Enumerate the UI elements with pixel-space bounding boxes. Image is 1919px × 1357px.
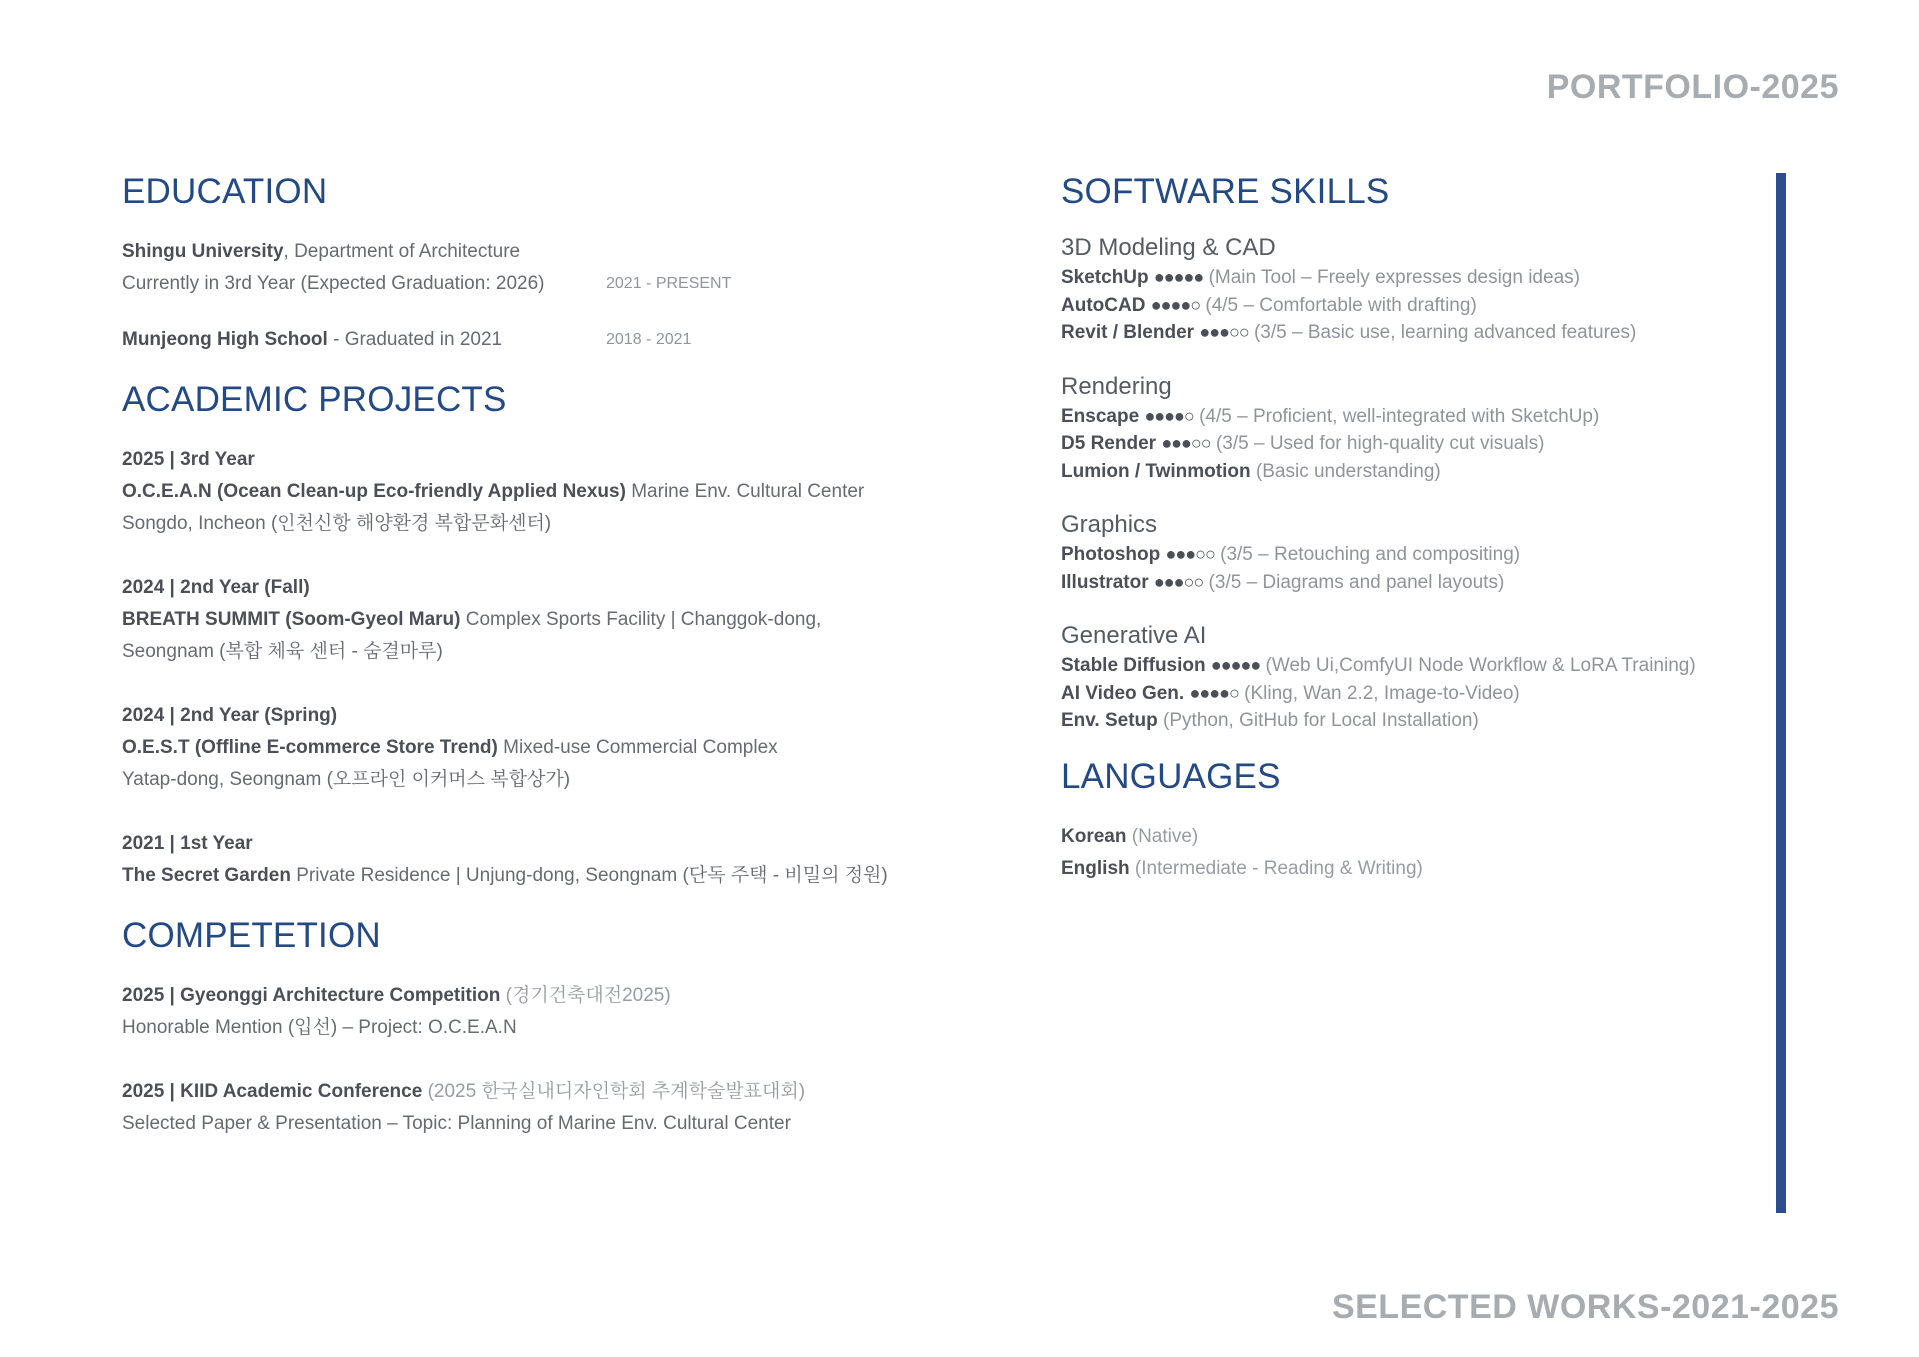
project-location: Seongnam (복합 체육 센터 - 숨결마루) xyxy=(122,641,443,662)
project-location: Songdo, Incheon (인천신항 해양환경 복합문화센터) xyxy=(122,513,552,534)
skill-rating: ●●●●○ xyxy=(1150,294,1201,315)
skill-rating: ●●●○○ xyxy=(1165,544,1215,564)
skill-row xyxy=(1061,319,1761,347)
languages-heading: LANGUAGES xyxy=(1061,756,1281,796)
skill-note: (4/5 – Proficient, well-integrated with SketchUp) xyxy=(1193,405,1600,427)
competition-item xyxy=(122,1076,1022,1140)
skill-row xyxy=(1061,458,1761,486)
language-list xyxy=(1061,821,1761,885)
skill-name: AutoCAD xyxy=(1061,294,1146,316)
skill-row xyxy=(1061,403,1761,431)
selected-works-title: SELECTED WORKS-2021-2025 xyxy=(1331,1288,1839,1326)
skill-group xyxy=(1061,509,1761,596)
skill-note: (3/5 – Retouching and compositing) xyxy=(1214,544,1521,565)
competition-heading: COMPETETION xyxy=(122,916,381,955)
skill-rating: ●●●●● xyxy=(1153,267,1204,287)
skill-row xyxy=(1061,652,1761,680)
education-item xyxy=(122,236,1022,300)
competition-name: 2025 | Gyeonggi Architecture Competition xyxy=(122,985,501,1006)
project-year: 2025 | 3rd Year xyxy=(122,449,255,470)
skill-name: Stable Diffusion xyxy=(1061,655,1206,676)
education-dates: 2021 - PRESENT xyxy=(606,275,732,292)
skill-rating: ●●●○○ xyxy=(1161,433,1211,453)
skill-note: (Basic understanding) xyxy=(1250,460,1441,482)
project-name: BREATH SUMMIT (Soom-Gyeol Maru) xyxy=(122,609,461,630)
skill-group xyxy=(1061,371,1761,486)
project-year: 2024 | 2nd Year (Fall) xyxy=(122,577,310,598)
competition-item xyxy=(122,980,1022,1044)
school-name: Shingu University xyxy=(122,241,284,262)
accent-bar xyxy=(1776,173,1786,1213)
skill-note: (Web Ui,ComfyUI Node Workflow & LoRA Training) xyxy=(1260,655,1696,676)
skill-group-title: 3D Modeling & CAD xyxy=(1061,234,1276,261)
skill-rating: ●●●●● xyxy=(1210,655,1261,675)
language-level: (Intermediate - Reading & Writing) xyxy=(1129,857,1423,879)
skill-note: (3/5 – Basic use, learning advanced features) xyxy=(1248,322,1637,343)
education-item xyxy=(122,324,1022,356)
right-column xyxy=(1061,168,1761,885)
software-skills-heading: SOFTWARE SKILLS xyxy=(1061,172,1390,211)
skill-name: Photoshop xyxy=(1061,544,1161,565)
skill-note: (Main Tool – Freely expresses design ideas) xyxy=(1203,267,1580,288)
project-location: Yatap-dong, Seongnam (오프라인 이커머스 복합상가) xyxy=(122,769,571,790)
project-name: O.E.S.T (Offline E-commerce Store Trend) xyxy=(122,737,498,758)
project-item xyxy=(122,572,1022,668)
skill-rating: ●●●●○ xyxy=(1189,682,1239,703)
skill-row xyxy=(1061,541,1761,569)
skill-note: (3/5 – Diagrams and panel layouts) xyxy=(1203,571,1505,593)
education-heading: EDUCATION xyxy=(122,172,328,211)
skill-group-title: Graphics xyxy=(1061,511,1158,538)
skill-name: Illustrator xyxy=(1061,571,1149,593)
skill-group xyxy=(1061,232,1761,347)
portfolio-title: PORTFOLIO-2025 xyxy=(1546,68,1839,106)
skill-name: AI Video Gen. xyxy=(1061,682,1185,704)
project-year: 2024 | 2nd Year (Spring) xyxy=(122,705,338,726)
skill-note: (3/5 – Used for high-quality cut visuals) xyxy=(1210,433,1545,454)
skill-name: Lumion / Twinmotion xyxy=(1061,460,1251,482)
project-desc: Complex Sports Facility | Changgok-dong, xyxy=(460,609,822,630)
skill-group xyxy=(1061,620,1761,735)
project-item xyxy=(122,828,1022,892)
school-detail: - Graduated in 2021 xyxy=(327,329,503,350)
competition-note: (2025 한국실내디자인학회 추계학술발표대회) xyxy=(422,1081,806,1102)
skill-name: SketchUp xyxy=(1061,267,1149,288)
competition-result: Selected Paper & Presentation – Topic: Planning of Marine Env. Cultural Center xyxy=(122,1113,791,1134)
skill-rating: ●●●○○ xyxy=(1199,322,1249,342)
skill-row xyxy=(1061,430,1761,458)
skill-name: Enscape xyxy=(1061,405,1140,427)
competition-result: Honorable Mention (입선) – Project: O.C.E.A.N xyxy=(122,1017,517,1038)
project-item xyxy=(122,700,1022,796)
project-name: The Secret Garden xyxy=(122,865,291,886)
skill-rating: ●●●○○ xyxy=(1153,571,1204,592)
project-desc: Marine Env. Cultural Center xyxy=(625,481,865,502)
academic-projects-heading: ACADEMIC PROJECTS xyxy=(122,380,507,419)
school-detail: , Department of Architecture xyxy=(283,241,521,262)
skill-name: Env. Setup xyxy=(1061,710,1158,731)
language-name: Korean xyxy=(1061,825,1127,847)
left-column xyxy=(122,168,1022,1140)
school-name: Munjeong High School xyxy=(122,329,328,350)
skill-note: (Python, GitHub for Local Installation) xyxy=(1157,710,1479,731)
project-name: O.C.E.A.N (Ocean Clean-up Eco-friendly Applied Nexus) xyxy=(122,481,626,502)
skill-name: Revit / Blender xyxy=(1061,322,1195,343)
skill-rating: ●●●●○ xyxy=(1144,405,1194,426)
project-year: 2021 | 1st Year xyxy=(122,833,253,854)
skill-group-title: Generative AI xyxy=(1061,622,1207,649)
competition-name: 2025 | KIID Academic Conference xyxy=(122,1081,423,1102)
skill-group-title: Rendering xyxy=(1061,372,1172,400)
language-name: English xyxy=(1061,857,1130,879)
skill-row xyxy=(1061,569,1761,597)
language-level: (Native) xyxy=(1126,825,1199,847)
education-dates: 2018 - 2021 xyxy=(606,331,692,348)
skill-row xyxy=(1061,707,1761,735)
skill-note: (Kling, Wan 2.2, Image-to-Video) xyxy=(1238,682,1520,704)
skill-note: (4/5 – Comfortable with drafting) xyxy=(1200,294,1477,316)
skill-name: D5 Render xyxy=(1061,433,1157,454)
skill-row xyxy=(1061,264,1761,292)
project-desc: Private Residence | Unjung-dong, Seongnam (단독 주택 - 비밀의 정원) xyxy=(290,865,888,886)
project-desc: Mixed-use Commercial Complex xyxy=(497,737,778,758)
project-item xyxy=(122,444,1022,540)
school-status: Currently in 3rd Year (Expected Graduation: 2026) xyxy=(122,273,545,294)
skill-row xyxy=(1061,680,1761,708)
competition-note: (경기건축대전2025) xyxy=(500,985,671,1006)
skill-row xyxy=(1061,292,1761,320)
